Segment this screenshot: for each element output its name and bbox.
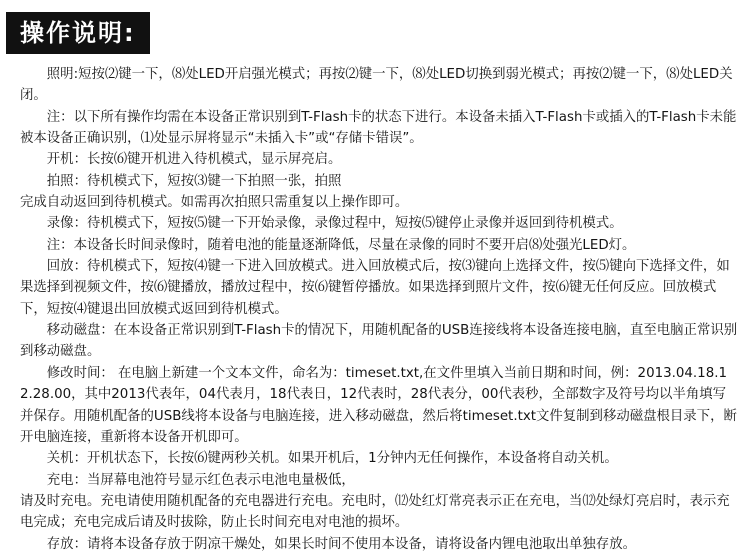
paragraph-set-time: 修改时间： 在电脑上新建一个文本文件，命名为：timeset.txt,在文件里填入当前日期和时间，例：2013.04.18.12.28.00，其中2013代表年，04代表月，18代表日，12代表时，28代表分，00代表秒，全部数字及符号均以半角填写并保存。用随机配备的USB线将本设备与电脑连接，进入移动磁盘，然后将timeset.txt文件复制到移动磁盘根目录下，断开电脑连接，重新将本设备开机即可。 [20, 365, 737, 445]
paragraph-playback: 回放：待机模式下，短按⑷键一下进入回放模式。进入回放模式后，按⑶键向上选择文件，按⑸键向下选择文件，如果选择到视频文件，按⑹键播放，播放过程中，按⑹键暂停播放。如果选择到照片文件，按⑹键无任何反应。回放模式下，短按⑷键退出回放模式返回到待机模式。 [20, 259, 730, 317]
instruction-body [20, 64, 738, 555]
paragraph-photo-continued: 完成自动返回到待机模式。如需再次拍照只需重复以上操作即可。 [20, 195, 409, 211]
paragraph-power-on: 开机：长按⑹键开机进入待机模式，显示屏亮启。 [46, 152, 342, 168]
paragraph-mass-storage: 移动磁盘：在本设备正常识别到T-Flash卡的情况下，用随机配备的USB连接线将本设备连接电脑，直至电脑正常识别到移动磁盘。 [20, 323, 738, 360]
paragraph-record: 录像：待机模式下，短按⑸键一下开始录像，录像过程中，短按⑸键停止录像并返回到待机模式。 [46, 216, 623, 232]
paragraph-charging-continued: 请及时充电。充电请使用随机配备的充电器进行充电。充电时，⑿处红灯常亮表示正在充电，当⑿处绿灯亮启时，表示充电完成；充电完成后请及时拔除，防止长时间充电对电池的损坏。 [20, 493, 730, 531]
paragraph-storage: 存放：请将本设备存放于阴凉干燥处，如果长时间不使用本设备，请将设备内锂电池取出单独存放。 [46, 536, 636, 552]
paragraph-note-tflash: 注：以下所有操作均需在本设备正常识别到T-Flash卡的状态下进行。本设备未插入T-Flash卡或插入的T-Flash卡未能被本设备正确识别，⑴处显示屏将显示“未插入卡”或“存储卡错误”。 [20, 109, 737, 147]
paragraph-note-record: 注：本设备长时间录像时，随着电池的能量逐渐降低，尽量在录像的同时不要开启⑻处强光LED灯。 [46, 237, 636, 253]
paragraph-lighting: 照明:短按⑵键一下，⑻处LED开启强光模式；再按⑵键一下，⑻处LED切换到弱光模式；再按⑵键一下，⑻处LED关闭。 [20, 67, 733, 104]
page-title: 操作说明: [6, 12, 150, 54]
paragraph-charging: 充电：当屏幕电池符号显示红色表示电池电量极低， [46, 472, 355, 488]
paragraph-photo: 拍照：待机模式下，短按⑶键一下拍照一张，拍照 [46, 173, 342, 189]
paragraph-power-off: 关机：开机状态下，长按⑹键两秒关机。如果开机后，1分钟内无任何操作，本设备将自动关机。 [46, 451, 618, 467]
